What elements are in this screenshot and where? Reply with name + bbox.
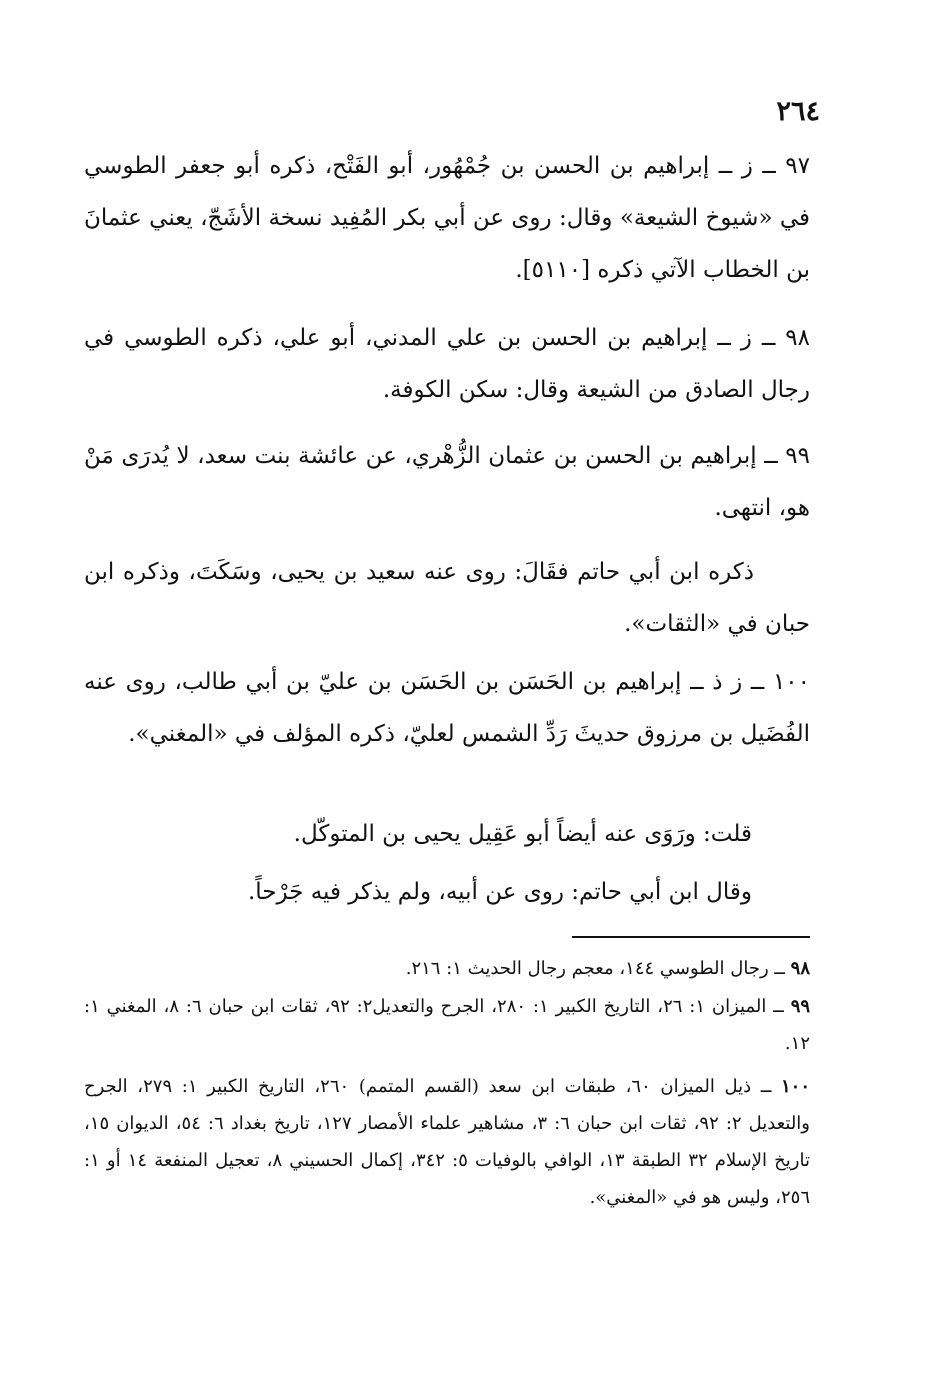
footnote-number: ٩٨ — [790, 958, 810, 979]
footnote-number: ٩٩ — [790, 996, 811, 1017]
entry-97: ٩٧ ــ ز ــ إبراهيم بن الحسن بن جُمْهُور، أبو الفَتْح، ذكره أبو جعفر الطوسي في «شيوخ الشيعة» وقال: روى عن أبي بكر المُفِيد نسخة الأشَجّ، يعني عثمانَ بن الخطاب الآتي ذكره [٥١١٠]. — [84, 153, 810, 283]
footnote-number: ١٠٠ — [781, 1076, 811, 1097]
entry-100-note-1: قلت: ورَوَى عنه أيضاً أبو عَقِيل يحيى بن المتوكّل. — [293, 821, 752, 847]
entry-99-comment: ذكره ابن أبي حاتم فقَالَ: روى عنه سعيد بن يحيى، وسَكَتَ، وذكره ابن حبان في «الثقات». — [84, 559, 810, 637]
page-number: ٢٦٤ — [776, 96, 820, 127]
footnote-text: ــ رجال الطوسي ١٤٤، معجم رجال الحديث ١: ٢١٦. — [405, 958, 785, 979]
footnote-100 — [84, 1068, 810, 1216]
entry-100: ١٠٠ ــ ز ذ ــ إبراهيم بن الحَسَن بن الحَسَن بن عليّ بن أبي طالب، روى عنه الفُضَيل بن مرزوق حديثَ رَدِّ الشمس لعليّ، ذكره المؤلف في «المغني». — [84, 669, 810, 747]
footnote-98 — [84, 950, 810, 987]
footnote-text: ــ ذيل الميزان ٦٠، طبقات ابن سعد (القسم المتمم) ٢٦٠، التاريخ الكبير ١: ٢٧٩، الجرح والتعديل ٢: ٩٢، ثقات ابن حبان ٦: ٣، مشاهير علماء الأمصار ١٢٧، تاريخ بغداد ٦: ٥٤، الديوان ١٥، تاريخ الإسلام ٣٢ الطبقة ١٣، الوافي بالوفيات ٥: ٣٤٢، إكمال الحسيني ٨، تعجيل المنفعة ١٤ أو ١: ٢٥٦، وليس هو في «المغني». — [84, 1076, 810, 1208]
entry-100-note-2: وقال ابن أبي حاتم: روى عن أبيه، ولم يذكر فيه جَرْحاً. — [247, 879, 752, 905]
entry-99: ٩٩ ــ إبراهيم بن الحسن بن عثمان الزُّهْري، عن عائشة بنت سعد، لا يُدرَى مَنْ هو، انتهى. — [84, 443, 810, 521]
entry-98: ٩٨ ــ ز ــ إبراهيم بن الحسن بن علي المدني، أبو علي، ذكره الطوسي في رجال الصادق من الشيعة وقال: سكن الكوفة. — [84, 325, 810, 403]
footnote-99 — [84, 988, 810, 1062]
footnote-text: ــ الميزان ١: ٢٦، التاريخ الكبير ١: ٢٨٠، الجرح والتعديل٢: ٩٢، ثقات ابن حبان ٦: ٨، المغني ١: ١٢. — [84, 996, 810, 1054]
footnote-divider — [572, 936, 810, 938]
